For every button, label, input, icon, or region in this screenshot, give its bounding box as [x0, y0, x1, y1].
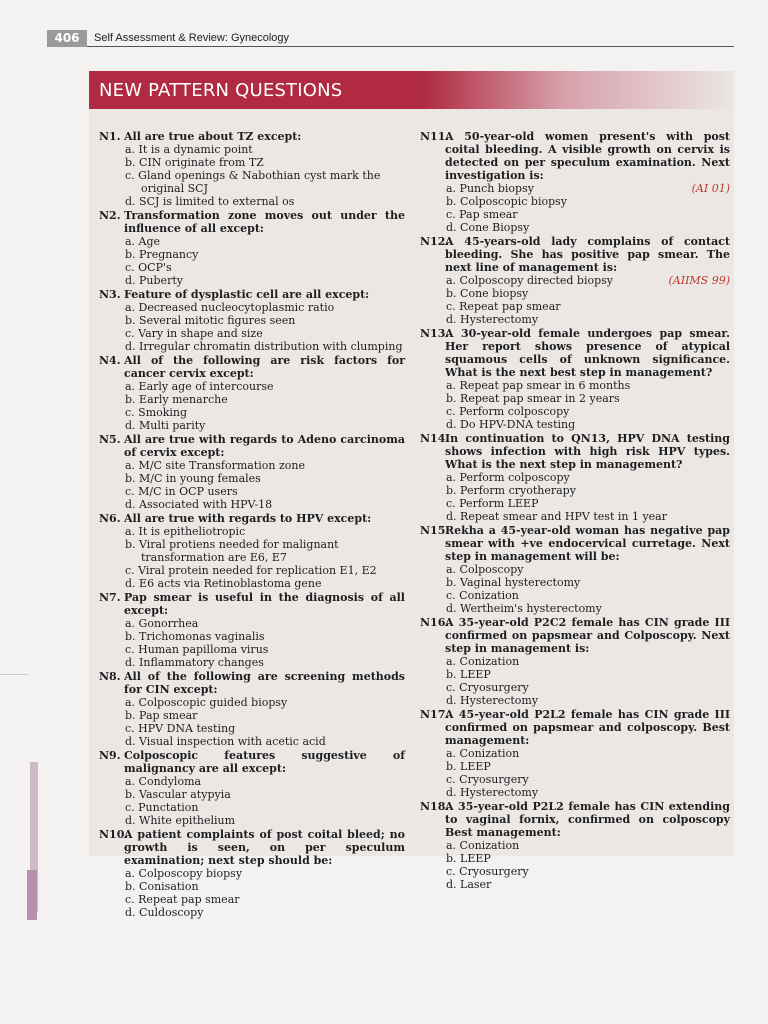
question-number: N8.	[99, 670, 121, 683]
option-item: c. M/C in OCP users	[125, 485, 238, 498]
option-grid	[420, 839, 730, 891]
option-item: a. It is a dynamic point	[125, 143, 253, 156]
option-item: b. Pregnancy	[125, 248, 199, 261]
option-item: b. CIN originate from TZ	[125, 156, 264, 169]
question-number: N1.	[99, 130, 121, 143]
question-stem	[420, 524, 730, 563]
question-stem	[99, 354, 405, 380]
option-item: c. Vary in shape and size	[125, 327, 263, 340]
option-item: c. Cryosurgery	[446, 681, 529, 694]
question-block	[99, 288, 405, 353]
question-stem	[420, 616, 730, 655]
question-block	[420, 327, 730, 431]
option-list	[99, 696, 405, 748]
question-number: N13.	[420, 327, 450, 340]
question-number: N10.	[99, 828, 129, 841]
option-item: b. LEEP	[446, 760, 491, 773]
question-block	[420, 130, 730, 234]
option-item: c. Gland openings & Nabothian cyst mark the original SCJ	[125, 169, 381, 195]
option-item: a. Perform colposcopy	[446, 471, 570, 484]
question-block	[99, 828, 405, 919]
option-item: a. Decreased nucleocytoplasmic ratio	[125, 301, 335, 314]
question-block	[99, 512, 405, 590]
option-item: d. Visual inspection with acetic acid	[125, 735, 326, 748]
option-item: d. Irregular chromatin distribution with clumping	[125, 340, 403, 353]
option-list	[420, 471, 730, 523]
question-text: A 45-years-old lady complains of contact bleeding. She has positive pap smear. The next line of management is:	[445, 235, 730, 274]
option-item: d. SCJ is limited to external os	[125, 195, 295, 208]
option-item: c. Cryosurgery	[446, 865, 529, 878]
question-number: N5.	[99, 433, 121, 446]
question-number: N15.	[420, 524, 450, 537]
option-item: b. Perform cryotherapy	[446, 484, 576, 497]
option-item: b. LEEP	[446, 668, 491, 681]
option-item: a. Condyloma	[125, 775, 202, 788]
option-item: b. Trichomonas vaginalis	[125, 630, 265, 643]
running-head: Self Assessment & Review: Gynecology	[94, 32, 290, 44]
option-item: a. Repeat pap smear in 6 months	[446, 379, 631, 392]
option-item: d. Culdoscopy	[125, 906, 204, 919]
option-item: d. Hysterectomy	[446, 786, 539, 799]
question-number: N11.	[420, 130, 450, 143]
margin-color-tab	[27, 870, 37, 920]
question-block	[99, 591, 405, 669]
question-number: N6.	[99, 512, 121, 525]
option-list	[420, 274, 730, 326]
question-text: A patient complaints of post coital bleed; no growth is seen, on per speculum examination; next step should be:	[124, 828, 405, 867]
header-rule	[87, 46, 734, 47]
question-text: A 30-year-old female undergoes pap smear. Her report shows presence of atypical squamous cells of unknown significance. What is the next best step in management?	[445, 327, 730, 379]
option-item: c. Repeat pap smear	[125, 893, 240, 906]
option-item: a. Early age of intercourse	[125, 380, 274, 393]
option-item: b. LEEP	[446, 852, 491, 865]
option-item: d. Inflammatory changes	[125, 656, 264, 669]
banner-fade	[424, 71, 734, 109]
option-list	[99, 459, 405, 511]
option-item: a. Colposcopic guided biopsy	[125, 696, 288, 709]
question-block	[420, 235, 730, 326]
question-stem	[420, 708, 730, 747]
option-item: b. Vaginal hysterectomy	[446, 576, 581, 589]
question-number: N16.	[420, 616, 450, 629]
question-text: Feature of dysplastic cell are all except:	[124, 288, 370, 301]
question-stem	[99, 670, 405, 696]
question-text: Colposcopic features suggestive of malignancy are all except:	[124, 749, 405, 775]
option-item: d. Associated with HPV-18	[125, 498, 273, 511]
option-list	[420, 747, 730, 799]
option-item: a. Colposcopy	[446, 563, 524, 576]
question-text: All are true about TZ except:	[124, 130, 302, 143]
question-text: In continuation to QN13, HPV DNA testing shows infection with high risk HPV types. What is the next step in management?	[445, 432, 730, 471]
question-number: N14.	[420, 432, 450, 445]
option-item: c. HPV DNA testing	[125, 722, 236, 735]
option-item: b. Several mitotic figures seen	[125, 314, 296, 327]
option-item: c. Viral protein needed for replication E1, E2	[125, 564, 377, 577]
option-item: d. Do HPV-DNA testing	[446, 418, 576, 431]
question-number: N4.	[99, 354, 121, 367]
question-block	[420, 616, 730, 707]
question-stem	[99, 130, 405, 143]
question-number: N7.	[99, 591, 121, 604]
option-list	[420, 655, 730, 707]
question-block	[99, 130, 405, 208]
option-item: b. Vascular atypyia	[125, 788, 231, 801]
question-stem	[420, 130, 730, 182]
question-stem	[99, 433, 405, 459]
option-grid	[99, 867, 405, 919]
question-number: N12.	[420, 235, 450, 248]
option-item: d. Laser	[446, 878, 492, 891]
option-item: b. Conisation	[125, 880, 199, 893]
option-item: d. E6 acts via Retinoblastoma gene	[125, 577, 322, 590]
question-stem	[99, 512, 405, 525]
option-list	[420, 379, 730, 431]
question-stem	[99, 828, 405, 867]
question-text: All of the following are screening methods for CIN except:	[124, 670, 405, 696]
option-item: d. Hysterectomy	[446, 313, 539, 326]
question-block	[99, 433, 405, 511]
question-block	[99, 670, 405, 748]
option-item: d. Wertheim's hysterectomy	[446, 602, 602, 615]
option-item: b. Early menarche	[125, 393, 228, 406]
question-block	[99, 749, 405, 827]
question-stem	[99, 209, 405, 235]
option-item: c. Pap smear	[446, 208, 518, 221]
option-item: b. M/C in young females	[125, 472, 261, 485]
option-list	[420, 563, 730, 615]
margin-tick	[0, 674, 28, 675]
question-text: A 35-year-old P2L2 female has CIN extending to vaginal fornix, confirmed on colposcopy Best management:	[445, 800, 730, 839]
question-stem	[420, 235, 730, 274]
option-item: a. Colposcopy biopsy	[125, 867, 243, 880]
question-stem	[420, 327, 730, 379]
page-number: 406	[47, 30, 87, 47]
question-block	[420, 708, 730, 799]
option-item: a. Conization	[446, 655, 520, 668]
option-item: b. Colposcopic biopsy	[446, 195, 567, 208]
option-item: b. Pap smear	[125, 709, 198, 722]
question-number: N3.	[99, 288, 121, 301]
option-item: d. Repeat smear and HPV test in 1 year	[446, 510, 667, 523]
option-item: c. Repeat pap smear	[446, 300, 561, 313]
question-number: N18.	[420, 800, 450, 813]
question-text: All are true with regards to Adeno carcinoma of cervix except:	[124, 433, 405, 459]
option-list	[99, 617, 405, 669]
exam-reference: (AI 01)	[691, 182, 730, 195]
option-item: b. Repeat pap smear in 2 years	[446, 392, 620, 405]
question-number: N2.	[99, 209, 121, 222]
question-stem	[99, 288, 405, 301]
option-list	[99, 143, 405, 208]
question-stem	[99, 749, 405, 775]
option-grid	[99, 775, 405, 827]
question-text: A 50-year-old women present's with post coital bleeding. A visible growth on cervix is detected on per speculum examination. Next investigation is:	[445, 130, 730, 182]
option-item: a. Conization	[446, 747, 520, 760]
option-item: c. Human papilloma virus	[125, 643, 269, 656]
option-grid	[99, 235, 405, 287]
option-item: c. Smoking	[125, 406, 188, 419]
question-block	[420, 800, 730, 891]
option-item: d. Multi parity	[125, 419, 206, 432]
question-block	[99, 209, 405, 287]
option-item: c. Cryosurgery	[446, 773, 529, 786]
option-item: d. Puberty	[125, 274, 183, 287]
option-item: c. OCP's	[125, 261, 172, 274]
option-item: a. Colposcopy directed biopsy (AIIMS 99)	[446, 274, 730, 287]
question-text: Rekha a 45-year-old woman has negative pap smear with +ve endocervical curretage. Next step in management will be:	[445, 524, 730, 563]
option-item: d. Hysterectomy	[446, 694, 539, 707]
option-item: b. Viral protiens needed for malignant transformation are E6, E7	[125, 538, 339, 564]
option-item: d. White epithelium	[125, 814, 236, 827]
question-stem	[420, 800, 730, 839]
option-item: a. Gonorrhea	[125, 617, 199, 630]
question-stem	[420, 432, 730, 471]
option-item: c. Perform colposcopy	[446, 405, 570, 418]
section-banner	[89, 71, 734, 109]
question-number: N9.	[99, 749, 121, 762]
option-item: a. It is epitheliotropic	[125, 525, 246, 538]
option-list	[99, 380, 405, 432]
question-text: Pap smear is useful in the diagnosis of all except:	[124, 591, 405, 617]
question-block	[420, 524, 730, 615]
option-item: a. Punch biopsy (AI 01)	[446, 182, 730, 195]
option-item: a. Conization	[446, 839, 520, 852]
question-text: A 45-year-old P2L2 female has CIN grade III confirmed on papsmear and colposcopy. Best management:	[445, 708, 730, 747]
option-item: b. Cone biopsy	[446, 287, 529, 300]
question-stem	[99, 591, 405, 617]
right-question-column	[420, 130, 730, 892]
exam-reference: (AIIMS 99)	[668, 274, 730, 287]
option-item: a. Age	[125, 235, 161, 248]
option-list	[99, 525, 405, 590]
question-block	[420, 432, 730, 523]
question-block	[99, 354, 405, 432]
option-item: d. Cone Biopsy	[446, 221, 530, 234]
option-list	[420, 182, 730, 234]
question-text: All are true with regards to HPV except:	[124, 512, 372, 525]
question-text: A 35-year-old P2C2 female has CIN grade III confirmed on papsmear and Colposcopy. Next step in management is:	[445, 616, 730, 655]
section-title: NEW PATTERN QUESTIONS	[99, 80, 343, 101]
question-number: N17.	[420, 708, 450, 721]
option-item: a. M/C site Transformation zone	[125, 459, 306, 472]
option-item: c. Perform LEEP	[446, 497, 539, 510]
left-question-column	[99, 130, 405, 920]
question-text: Transformation zone moves out under the influence of all except:	[124, 209, 405, 235]
option-item: c. Conization	[446, 589, 519, 602]
option-list	[99, 301, 405, 353]
option-item: c. Punctation	[125, 801, 199, 814]
question-text: All of the following are risk factors for cancer cervix except:	[124, 354, 405, 380]
